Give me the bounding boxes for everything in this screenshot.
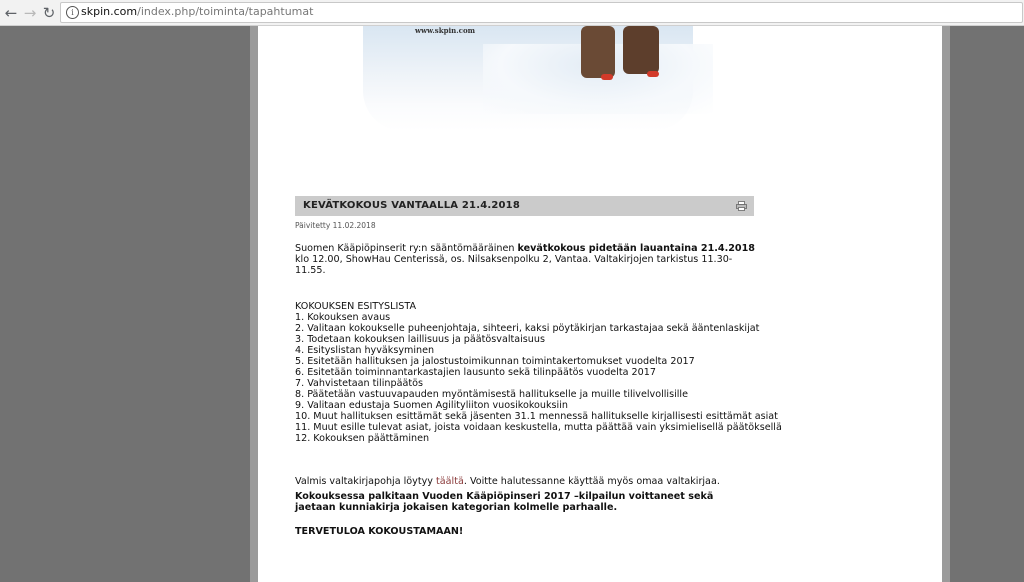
article-title: KEVÄTKOKOUS VANTAALLA 21.4.2018 xyxy=(303,200,520,211)
intro-paragraph xyxy=(295,243,755,276)
page-border-left xyxy=(250,26,258,582)
page-border-right xyxy=(942,26,950,582)
proxy-form-link[interactable]: täältä xyxy=(436,476,464,487)
url-text[interactable] xyxy=(81,5,313,18)
info-icon[interactable]: i xyxy=(66,6,79,19)
agenda-title: KOKOUKSEN ESITYSLISTA xyxy=(295,301,417,312)
agenda-item: 8. Päätetään vastuuvapauden myöntämisestä hallitukselle ja muille tilivelvollisille xyxy=(295,389,688,400)
url-path: /index.php/toiminta/tapahtumat xyxy=(137,5,314,18)
article-header-bar xyxy=(295,196,754,216)
dog-image xyxy=(573,26,673,81)
proxy-suffix: . Voitte halutessanne käyttää myös omaa valtakirjaa. xyxy=(463,476,720,487)
site-url-watermark: www.skpin.com xyxy=(415,26,476,35)
url-host: skpin.com xyxy=(81,5,138,18)
forward-arrow-icon[interactable]: → xyxy=(23,4,37,22)
intro-suffix: klo 12.00, ShowHau Centerissä, os. Nilsaksenpolku 2, Vantaa. Valtakirjojen tarkistus 11.30-11.55. xyxy=(295,254,733,276)
agenda-item: 11. Muut esille tulevat asiat, joista voidaan keskustella, mutta päättää vain yksimielisellä päätöksellä xyxy=(295,422,782,433)
updated-date: Päivitetty 11.02.2018 xyxy=(295,221,376,230)
address-bar[interactable] xyxy=(60,2,1023,23)
agenda-item: 7. Vahvistetaan tilinpäätös xyxy=(295,378,423,389)
agenda-item: 1. Kokouksen avaus xyxy=(295,312,391,323)
agenda-item: 4. Esityslistan hyväksyminen xyxy=(295,345,435,356)
browser-toolbar xyxy=(0,0,1024,26)
header-banner-image xyxy=(363,26,693,131)
agenda-item: 9. Valitaan edustaja Suomen Agilityliiton vuosikokouksiin xyxy=(295,400,568,411)
agenda-list xyxy=(295,312,782,444)
agenda-item: 3. Todetaan kokouksen laillisuus ja päätösvaltaisuus xyxy=(295,334,545,345)
agenda-item: 2. Valitaan kokoukselle puheenjohtaja, sihteeri, kaksi pöytäkirjan tarkastajaa sekä ääntenlaskijat xyxy=(295,323,760,334)
agenda-item: 10. Muut hallituksen esittämät sekä jäsenten 31.1 mennessä hallitukselle kirjallisesti esittämät asiat xyxy=(295,411,778,422)
award-paragraph: Kokouksessa palkitaan Vuoden Kääpiöpinseri 2017 –kilpailun voittaneet sekä jaetaan kunniakirja jokaisen kategorian kolmelle parhaalle. xyxy=(295,491,714,513)
intro-bold: kevätkokous pidetään lauantaina 21.4.2018 xyxy=(517,243,755,254)
back-arrow-icon[interactable]: ← xyxy=(4,4,18,22)
page-content xyxy=(258,26,942,582)
agenda-item: 6. Esitetään toiminnantarkastajien lausunto sekä tilinpäätös vuodelta 2017 xyxy=(295,367,656,378)
agenda-item: 12. Kokouksen päättäminen xyxy=(295,433,430,444)
welcome-text: TERVETULOA KOKOUSTAMAAN! xyxy=(295,526,464,537)
article-body xyxy=(295,243,782,537)
printer-icon[interactable] xyxy=(736,201,747,211)
agenda-item: 5. Esitetään hallituksen ja jalostustoimikunnan toimintakertomukset vuodelta 2017 xyxy=(295,356,695,367)
proxy-paragraph xyxy=(295,476,755,487)
proxy-prefix: Valmis valtakirjapohja löytyy xyxy=(295,476,437,487)
reload-icon[interactable]: ↻ xyxy=(42,4,56,22)
intro-prefix: Suomen Kääpiöpinserit ry:n sääntömääräinen xyxy=(295,243,518,254)
